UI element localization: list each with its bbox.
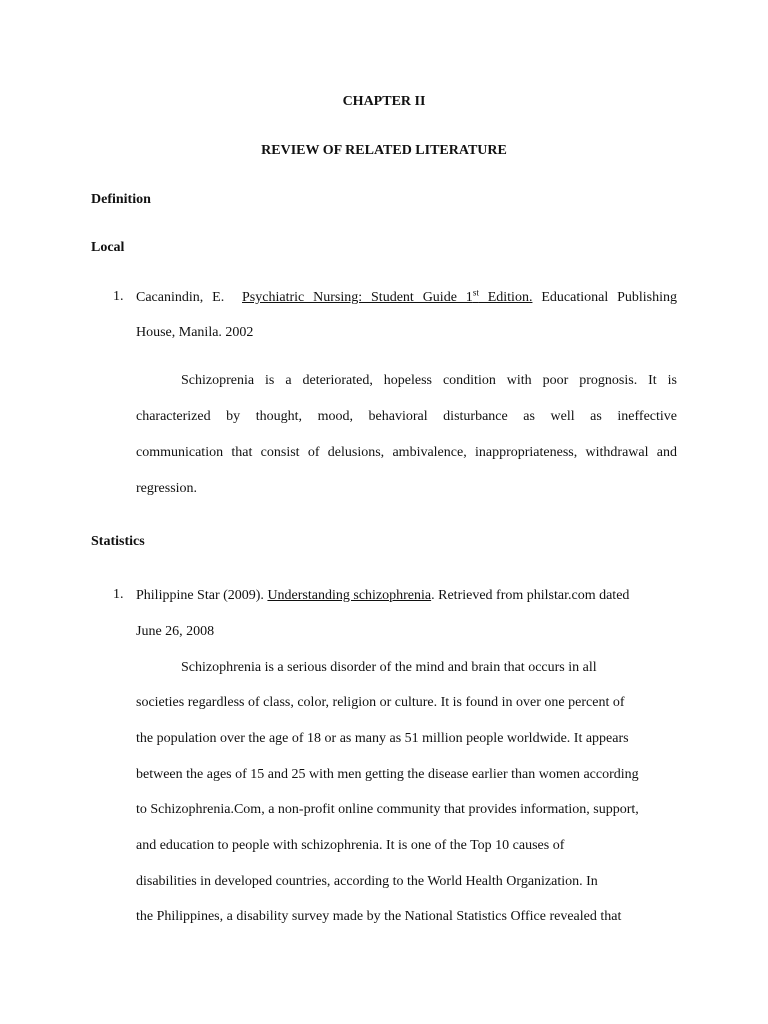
statistics-paragraph-line-2: societies regardless of class, color, religion or culture. It is found in over one percent of (136, 695, 625, 710)
statistics-paragraph-line-4: between the ages of 15 and 25 with men getting the disease earlier than women according (136, 767, 639, 782)
citation-author: Cacanindin, E. (136, 290, 225, 305)
local-paragraph-line-3: communication that consist of delusions, ambivalence, inappropriateness, withdrawal and (136, 445, 677, 460)
source-before: Philippine Star (2009). (136, 588, 264, 603)
section-heading-local: Local (91, 240, 125, 255)
local-entry-citation-line (136, 289, 677, 307)
citation-publisher-continued: House, Manila. 2002 (136, 325, 254, 340)
local-paragraph-line-2: characterized by thought, mood, behavioral disturbance as well as ineffective (136, 409, 677, 424)
statistics-paragraph-line-3: the population over the age of 18 or as many as 51 million people worldwide. It appears (136, 731, 629, 746)
statistics-paragraph-line-5: to Schizophrenia.Com, a non-profit online community that provides information, support, (136, 802, 639, 817)
statistics-paragraph-line-6: and education to people with schizophrenia. It is one of the Top 10 causes of (136, 838, 565, 853)
citation-publisher: Educational Publishing (541, 290, 677, 305)
local-paragraph-line-1: Schizoprenia is a deteriorated, hopeless condition with poor prognosis. It is (181, 373, 677, 388)
statistics-paragraph-line-7: disabilities in developed countries, according to the World Health Organization. In (136, 874, 598, 889)
book-title-end: Edition. (478, 290, 533, 305)
citation-book-title (242, 290, 532, 305)
source-after: . Retrieved from philstar.com dated (431, 588, 630, 603)
local-entry-number: 1. (113, 289, 124, 304)
section-heading-definition: Definition (91, 192, 151, 207)
statistics-entry-number: 1. (113, 587, 124, 602)
local-paragraph-line-4: regression. (136, 481, 198, 496)
source-title-link[interactable]: Understanding schizophrenia (267, 588, 432, 603)
statistics-citation-date: June 26, 2008 (136, 624, 215, 639)
statistics-citation-line (136, 587, 677, 605)
statistics-paragraph-line-8: the Philippines, a disability survey made by the National Statistics Office revealed that (136, 909, 622, 924)
chapter-title: REVIEW OF RELATED LITERATURE (261, 143, 507, 158)
book-title-superscript: st (472, 289, 479, 298)
statistics-paragraph-line-1: Schizophrenia is a serious disorder of the mind and brain that occurs in all (181, 660, 597, 675)
section-heading-statistics: Statistics (91, 534, 145, 549)
book-title-main: Psychiatric Nursing: Student Guide 1 (242, 290, 473, 305)
chapter-heading: CHAPTER II (342, 94, 426, 109)
